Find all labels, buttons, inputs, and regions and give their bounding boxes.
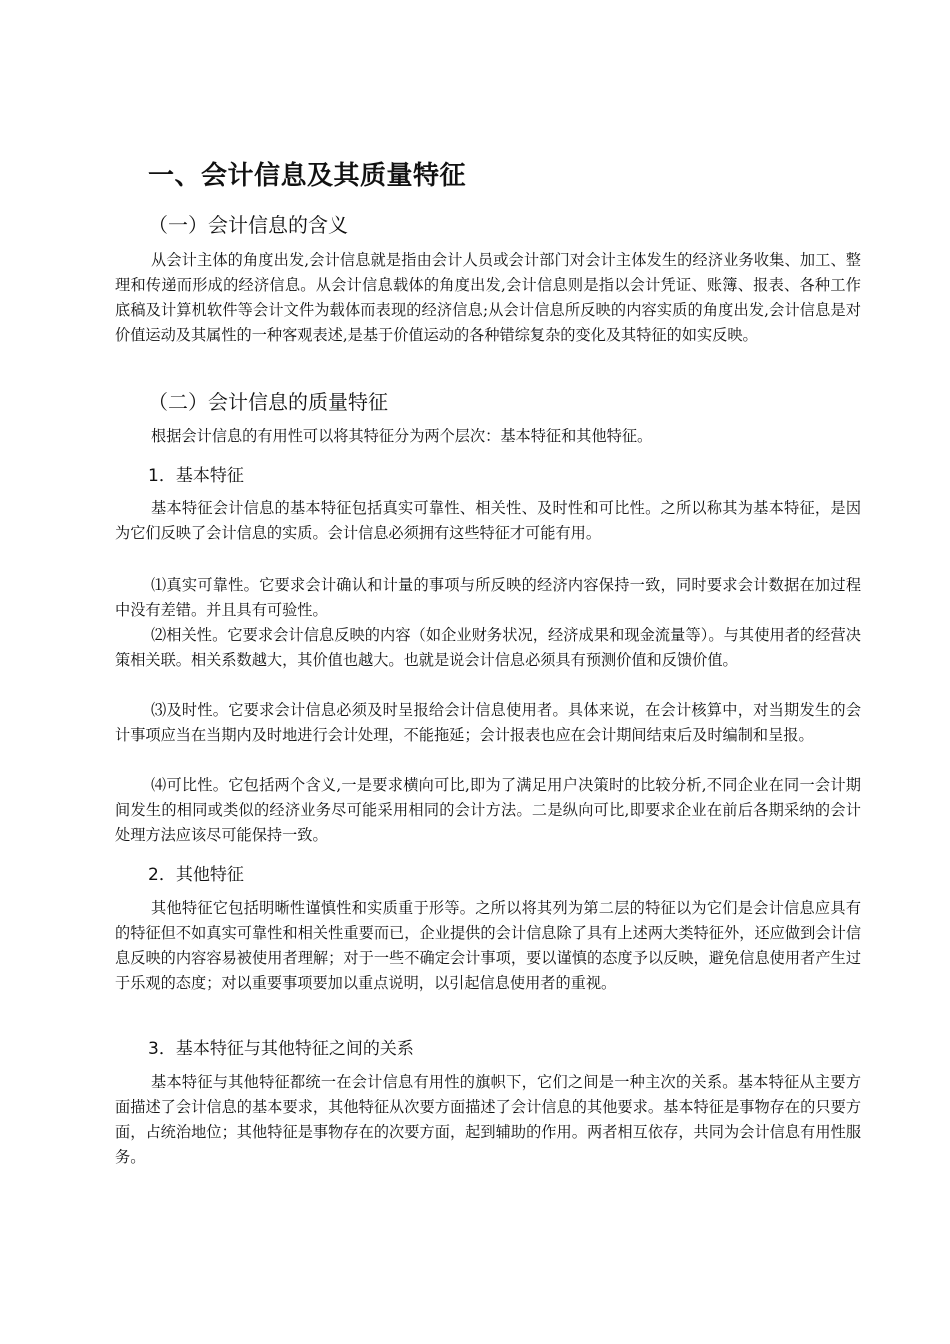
paragraph-meaning: 从会计主体的角度出发,会计信息就是指由会计人员或会计部门对会计主体发生的经济业务收集、加工、整理和传递而形成的经济信息。从会计信息载体的角度出发,会计信息则是指以会计凭证、账簿、报表、各种工作底稿及计算机软件等会计文件为载体而表现的经济信息;从会计信息所反映的内容实质的角度出发,会计信息是对价值运动及其属性的一种客观表述,是基于价值运动的各种错综复杂的变化及其特征的如实反映。 [115, 251, 861, 344]
paragraph-relevance: ⑵相关性。它要求会计信息反映的内容（如企业财务状况，经济成果和现金流量等）。与其使用者的经营决策相关联。相关系数越大，其价值也越大。也就是说会计信息必须具有预测价值和反馈价值。 [115, 626, 861, 669]
paragraph-quality-intro: 根据会计信息的有用性可以将其特征分为两个层次：基本特征和其他特征。 [151, 427, 653, 445]
section-heading-quality: （二）会计信息的质量特征 [148, 390, 388, 414]
section-heading-meaning: （一）会计信息的含义 [148, 213, 348, 237]
paragraph-relationship: 基本特征与其他特征都统一在会计信息有用性的旗帜下，它们之间是一种主次的关系。基本特征从主要方面描述了会计信息的基本要求，其他特征从次要方面描述了会计信息的其他要求。基本特征是事物存在的只要方面，占统治地位；其他特征是事物存在的次要方面，起到辅助的作用。两者相互依存，共同为会计信息有用性服务。 [115, 1073, 861, 1166]
document-title: 一、会计信息及其质量特征 [148, 161, 467, 191]
subheading-other-features: 2．其他特征 [148, 865, 244, 885]
subheading-relationship: 3．基本特征与其他特征之间的关系 [148, 1039, 414, 1059]
paragraph-timeliness: ⑶及时性。它要求会计信息必须及时呈报给会计信息使用者。具体来说，在会计核算中，对当期发生的会计事项应当在当期内及时地进行会计处理，不能拖延；会计报表也应在会计期间结束后及时编制和呈报。 [115, 701, 861, 744]
paragraph-comparability: ⑷可比性。它包括两个含义,一是要求横向可比,即为了满足用户决策时的比较分析,不同企业在同一会计期间发生的相同或类似的经济业务尽可能采用相同的会计方法。二是纵向可比,即要求企业在前后各期采纳的会计处理方法应该尽可能保持一致。 [115, 776, 861, 844]
paragraph-basic-features: 基本特征会计信息的基本特征包括真实可靠性、相关性、及时性和可比性。之所以称其为基本特征，是因为它们反映了会计信息的实质。会计信息必须拥有这些特征才可能有用。 [115, 499, 861, 542]
paragraph-other-features: 其他特征它包括明晰性谨慎性和实质重于形等。之所以将其列为第二层的特征以为它们是会计信息应具有的特征但不如真实可靠性和相关性重要而已，企业提供的会计信息除了具有上述两大类特征外，还应做到会计信息反映的内容容易被使用者理解；对于一些不确定会计事项，要以谨慎的态度予以反映，避免信息使用者产生过于乐观的态度；对以重要事项要加以重点说明，以引起信息使用者的重视。 [115, 899, 861, 992]
subheading-basic-features: 1．基本特征 [148, 466, 244, 486]
paragraph-reliability: ⑴真实可靠性。它要求会计确认和计量的事项与所反映的经济内容保持一致，同时要求会计数据在加过程中没有差错。并且具有可验性。 [115, 576, 861, 619]
